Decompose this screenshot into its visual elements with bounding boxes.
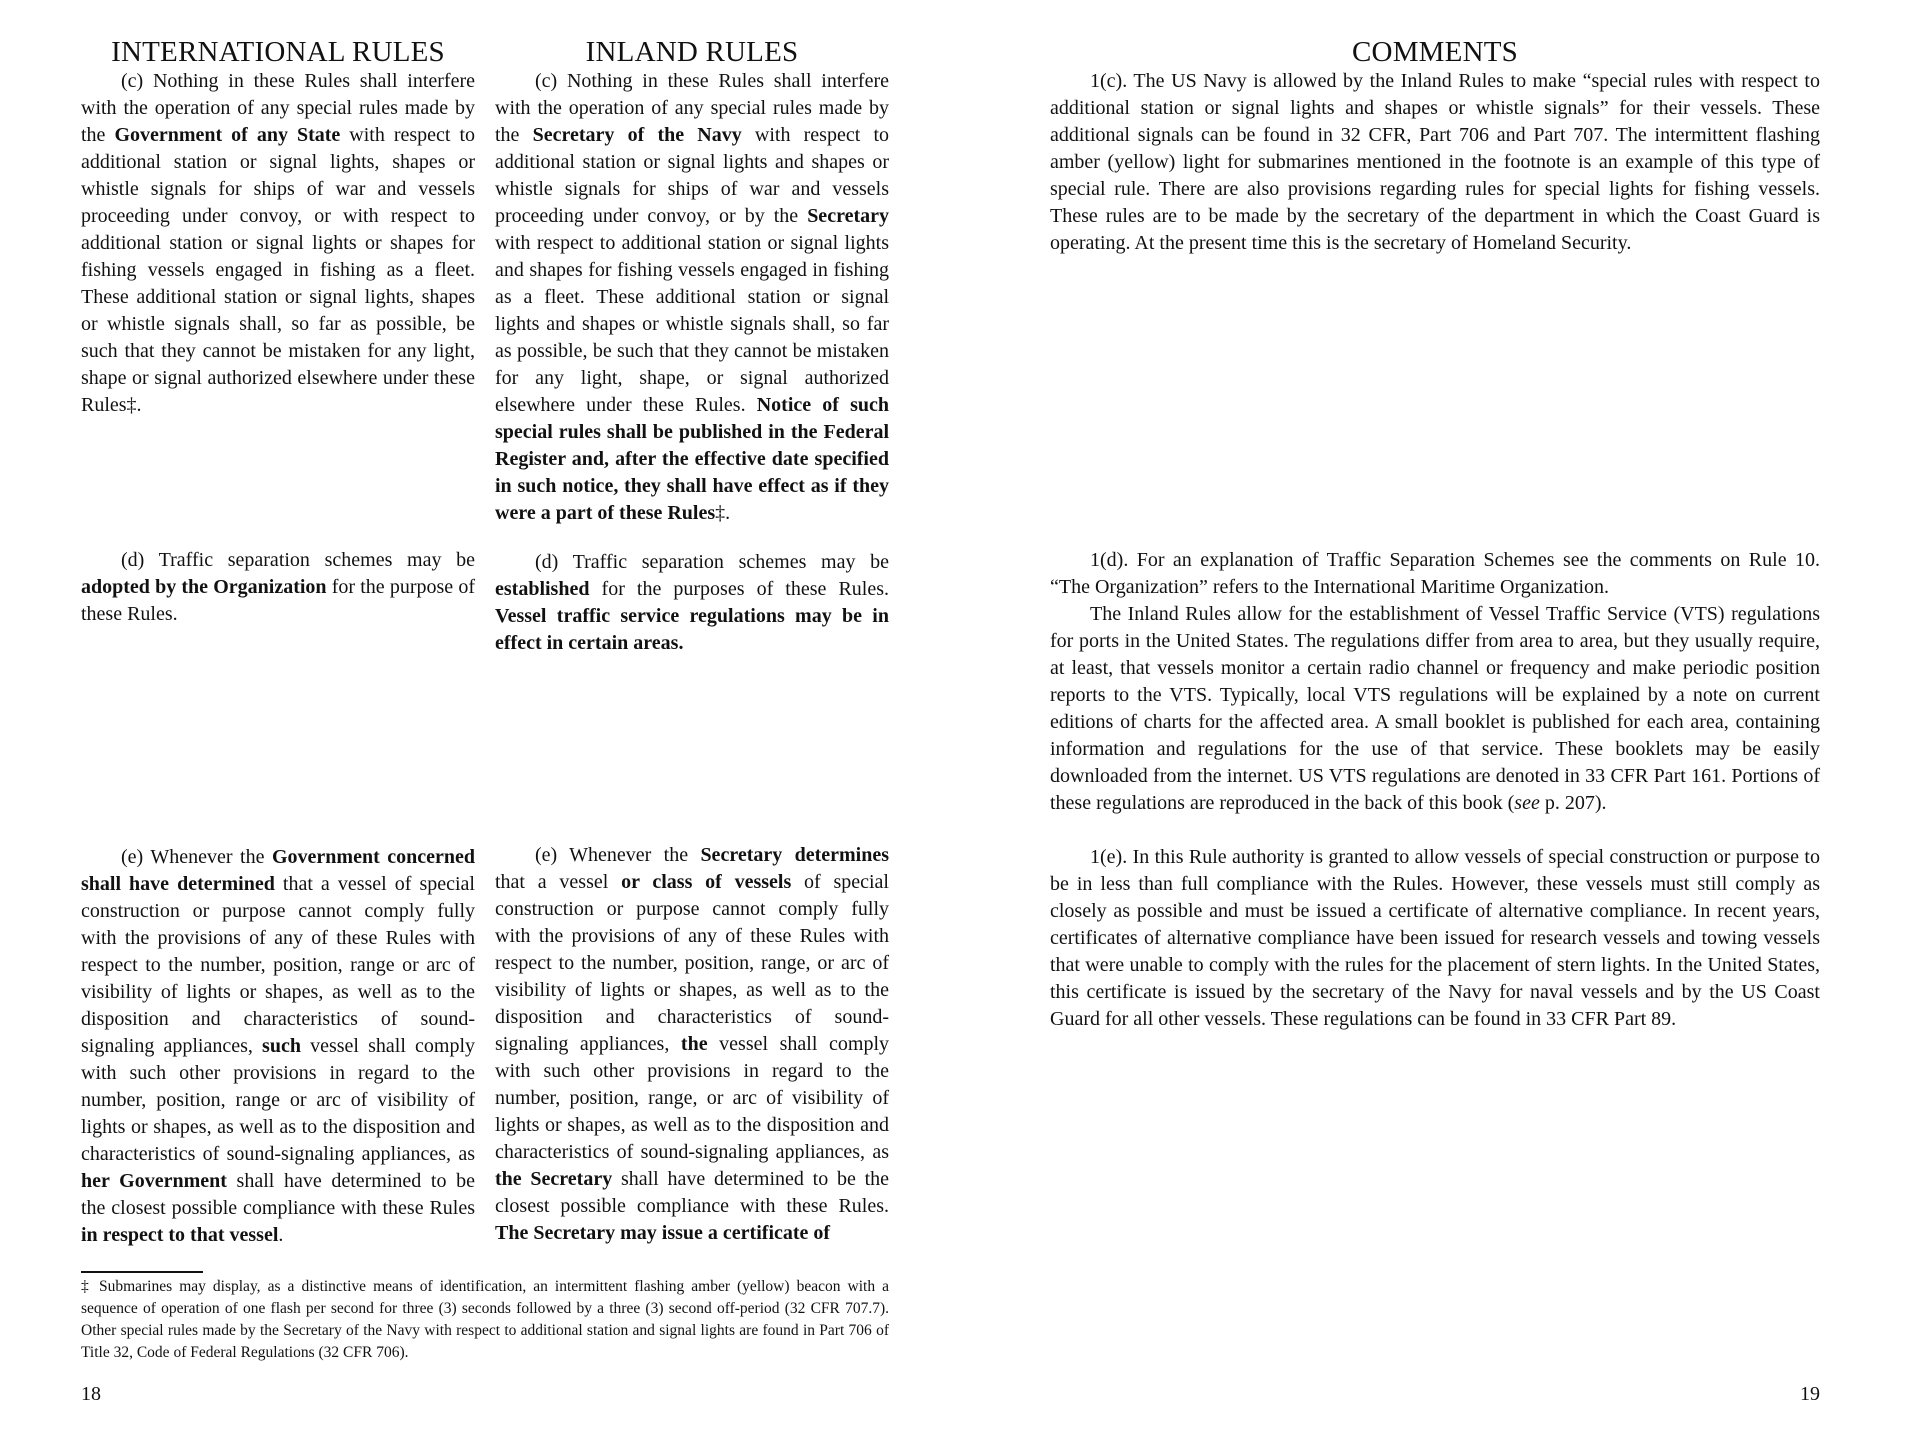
international-rule-e: (e) Whenever the Government concerned shall have determined that a vessel of special construction or purpose cannot comply fully with the provisions of any of these Rules with respect to the number, position, range or arc of visibility of lights or shapes, as well as to the disposition and characteristics of sound-signaling appliances, such vessel shall comply with such other provisions in regard to the number, position, range or arc of visibility of lights or shapes, as well as to the disposition and characteristics of sound-signaling appliances, as her Government shall have determined to be the closest possible compliance with these Rules in respect to that vessel.	[81, 846, 476, 1246]
comment-1c: 1(c). The US Navy is allowed by the Inland Rules to make “special rules with respect to additional station or signal lights and shapes or whistle signals” for their vessels. These additional signals can be found in 32 CFR, Part 706 and Part 707. The intermittent flashing amber (yellow) light for submarines mentioned in the footnote is an example of this type of special rule. There are also provisions regarding rules for special lights for fishing vessels. These rules are to be made by the secretary of the department in which the Coast Guard is operating. At the present time this is the secretary of Homeland Security.	[1050, 70, 1820, 254]
page-number-left: 18	[81, 1383, 101, 1405]
inland-rule-c: (c) Nothing in these Rules shall interfere with the operation of any special rules made by the Secretary of the Navy with respect to additional station or signal lights and shapes or whistle signals for ships of war and vessels proceeding under convoy, or by the Secretary with respect to additional station or signal lights and shapes for fishing vessels engaged in fishing as a fleet. These additional station or signal lights and shapes or whistle signals shall, so far as possible, be such that they cannot be mistaken for any light, shape, or signal authorized elsewhere under these Rules. Notice of such special rules shall be published in the Federal Register and, after the effective date specified in such notice, they shall have effect as if they were a part of these Rules‡.	[495, 70, 890, 524]
comment-1d	[1050, 547, 1820, 817]
comment-1d-paragraph-1: 1(d). For an explanation of Traffic Separation Schemes see the comments on Rule 10. “The Organization” refers to the International Maritime Organization.	[1050, 549, 1820, 598]
inland-rule-d: (d) Traffic separation schemes may be established for the purposes of these Rules. Vessel traffic service regulations may be in effect in certain areas.	[495, 551, 889, 654]
comment-1e: 1(e). In this Rule authority is granted to allow vessels of special construction or purpose to be in less than full compliance with the Rules. However, these vessels must still comply as closely as possible and must be issued a certificate of alternative compliance. In recent years, certificates of alternative compliance have been issued for research vessels and towing vessels that were unable to comply with the rules for the placement of stern lights. In the United States, this certificate is issued by the secretary of the Navy for naval vessels and by the US Coast Guard for all other vessels. These regulations can be found in 33 CFR Part 89.	[1050, 846, 1820, 1030]
inland-rule-e: (e) Whenever the Secretary determines that a vessel or class of vessels of special construction or purpose cannot comply fully with the provisions of any of these Rules with respect to the number, position, range, or arc of visibility of lights or shapes, as well as to the disposition and characteristics of sound-signaling appliances, the vessel shall comply with such other provisions in regard to the number, position, range, or arc of visibility of lights or shapes, as well as to the disposition and characteristics of sound-signaling appliances, as the Secretary shall have determined to be the closest possible compliance with these Rules. The Secretary may issue a certificate of	[495, 844, 890, 1244]
international-rule-c: (c) Nothing in these Rules shall interfere with the operation of any special rules made by the Government of any State with respect to additional station or signal lights, shapes or whistle signals for ships of war and vessels proceeding under convoy, or with respect to additional station or signal lights or shapes for fishing vessels engaged in fishing as a fleet. These additional station or signal lights, shapes or whistle signals shall, so far as possible, be such that they cannot be mistaken for any light, shape or signal authorized elsewhere under these Rules‡.	[81, 70, 476, 416]
heading-inland-rules: INLAND RULES	[585, 36, 799, 68]
right-page	[960, 0, 1920, 1440]
international-rule-d: (d) Traffic separation schemes may be adopted by the Organization for the purpose of these Rules.	[81, 549, 476, 625]
footnote-divider	[81, 1271, 203, 1273]
heading-international-rules: INTERNATIONAL RULES	[111, 36, 445, 68]
page-number-right: 19	[1800, 1383, 1820, 1405]
heading-comments: COMMENTS	[1352, 36, 1518, 68]
comment-1d-paragraph-2: The Inland Rules allow for the establishment of Vessel Traffic Service (VTS) regulations for ports in the United States. The regulations differ from area to area, but they usually require, at least, that vessels monitor a certain radio channel or frequency and make periodic position reports to the VTS. Typically, local VTS regulations will be explained by a note on current editions of charts for the affected area. A small booklet is published for each area, containing information and regulations for the use of that service. These booklets may be easily downloaded from the internet. US VTS regulations are denoted in 33 CFR Part 161. Portions of these regulations are reproduced in the back of this book (see p. 207).	[1050, 603, 1820, 814]
footnote: ‡ Submarines may display, as a distinctive means of identification, an intermittent flashing amber (yellow) beacon with a sequence of operation of one flash per second for three (3) seconds followed by a three (3) second off-period (32 CFR 707.7). Other special rules made by the Secretary of the Navy with respect to additional station and signal lights are found in Part 706 of Title 32, Code of Federal Regulations (32 CFR 706).	[81, 1278, 889, 1361]
